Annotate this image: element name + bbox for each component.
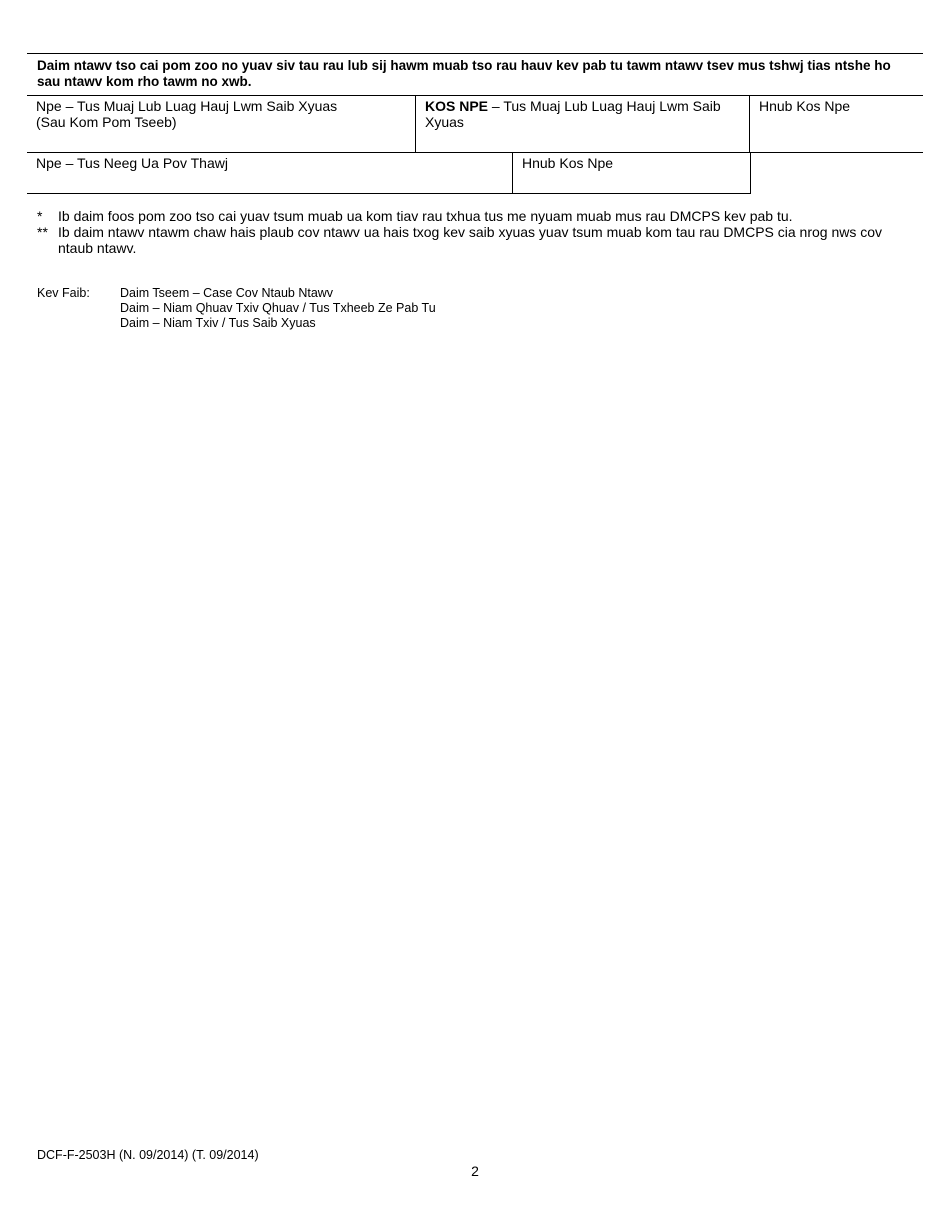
distribution-list	[37, 286, 436, 331]
witness-date-signed-field[interactable]	[513, 153, 750, 193]
signature-label-bold: KOS NPE	[425, 98, 489, 114]
signature-label-rest: – Tus Muaj Lub Luag Hauj Lwm Saib Xyuas	[425, 98, 721, 130]
signature-row-witness	[27, 153, 751, 194]
form-id: DCF-F-2503H (N. 09/2014) (T. 09/2014)	[37, 1148, 259, 1162]
date-signed-label: Hnub Kos Npe	[759, 98, 851, 114]
signature-responsible-party-field[interactable]	[416, 96, 750, 152]
distribution-item: Daim Tseem – Case Cov Ntaub Ntawv	[120, 286, 334, 300]
footnote-mark: *	[37, 208, 43, 224]
distribution-items	[120, 286, 436, 331]
distribution-item: Daim – Niam Qhuav Txiv Qhuav / Tus Txheeb Ze Pab Tu	[120, 301, 436, 315]
date-signed-field[interactable]	[750, 96, 923, 152]
page-number: 2	[471, 1163, 479, 1179]
consent-duration-statement: Daim ntawv tso cai pom zoo no yuav siv tau rau lub sij hawm muab tso rau hauv kev pab tu tawm ntawv tsev mus tshwj tias ntshe ho sau ntawv kom rho tawm no xwb.	[27, 53, 923, 96]
name-witness-field[interactable]	[27, 153, 513, 193]
footnote	[37, 224, 897, 256]
witness-date-signed-label: Hnub Kos Npe	[522, 155, 614, 171]
name-responsible-party-field[interactable]	[27, 96, 416, 152]
distribution-item: Daim – Niam Txiv / Tus Saib Xyuas	[120, 316, 316, 330]
name-witness-label: Npe – Tus Neeg Ua Pov Thawj	[36, 155, 228, 171]
distribution-label: Kev Faib:	[37, 286, 90, 300]
footnote-text: Ib daim foos pom zoo tso cai yuav tsum muab ua kom tiav rau txhua tus me nyuam muab mus rau DMCPS kev pab tu.	[58, 208, 793, 224]
name-responsible-party-label: Npe – Tus Muaj Lub Luag Hauj Lwm Saib Xyuas	[36, 98, 338, 114]
signature-row-responsible-party	[27, 96, 923, 153]
print-clearly-label: (Sau Kom Pom Tseeb)	[36, 114, 177, 130]
footnotes	[37, 208, 897, 256]
footnote	[37, 208, 897, 224]
footnote-mark: **	[37, 224, 48, 240]
footnote-text: Ib daim ntawv ntawm chaw hais plaub cov ntawv ua hais txog kev saib xyuas yuav tsum muab kom tau rau DMCPS cia nrog nws cov ntaub ntawv.	[58, 224, 883, 256]
signature-block	[27, 53, 923, 194]
